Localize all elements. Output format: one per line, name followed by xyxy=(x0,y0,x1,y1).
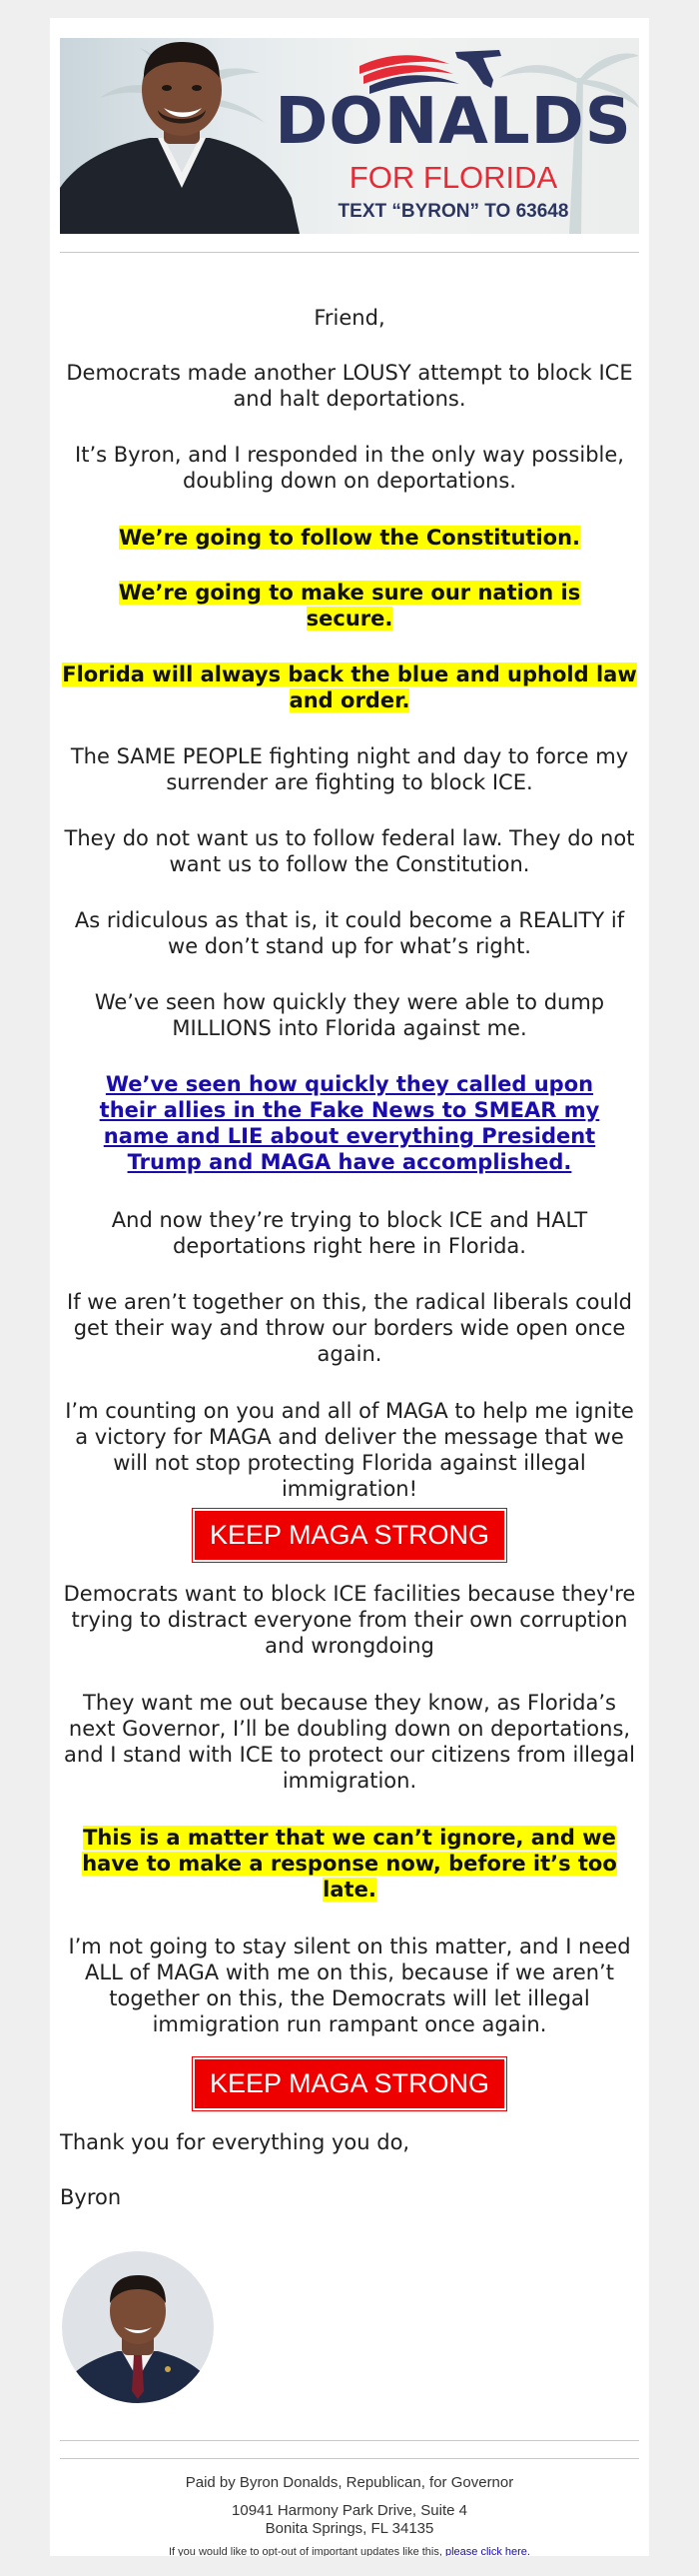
keep-maga-strong-button[interactable]: KEEP MAGA STRONG xyxy=(193,1509,506,1562)
fake-news-link[interactable]: We’ve seen how quickly they called upon their allies in the Fake News to SMEAR my name and LIE about everything President Trump and MAGA have accomplished. xyxy=(99,1072,600,1174)
highlighted-statement xyxy=(62,1825,637,1903)
mailing-address-line: 10941 Harmony Park Drive, Suite 4 xyxy=(232,2502,467,2519)
email-container xyxy=(50,18,649,2556)
text-to-join: TEXT “BYRON” TO 63648 xyxy=(338,201,569,222)
divider xyxy=(60,2458,639,2459)
paragraph: I’m counting on you and all of MAGA to help me ignite a victory for MAGA and deliver the message that we will not stop protecting Florida against illegal immigration! xyxy=(65,1399,634,1501)
keep-maga-strong-button[interactable]: KEEP MAGA STRONG xyxy=(193,2057,506,2110)
paragraph: Democrats made another LOUSY attempt to block ICE and halt deportations. xyxy=(66,361,633,411)
candidate-avatar xyxy=(62,2251,214,2403)
campaign-banner xyxy=(60,38,639,234)
opt-out-text: If you would like to opt-out of important updates like this, xyxy=(169,2546,442,2556)
highlighted-statement xyxy=(62,525,637,551)
paragraph: And now they’re trying to block ICE and HALT deportations right here in Florida. xyxy=(111,1208,588,1258)
signoff: Thank you for everything you do, xyxy=(60,2130,410,2154)
paragraph: As ridiculous as that is, it could become a REALITY if we don’t stand up for what’s right. xyxy=(74,908,625,958)
mailing-address-line: Bonita Springs, FL 34135 xyxy=(265,2520,434,2537)
highlighted-statement xyxy=(58,661,641,713)
paragraph: If we aren’t together on this, the radical liberals could get their way and throw our borders wide open once again. xyxy=(67,1290,632,1366)
link-paragraph xyxy=(80,1071,619,1175)
paragraph: We’ve seen how quickly they were able to dump MILLIONS into Florida against me. xyxy=(94,990,605,1040)
paragraph: They do not want us to follow federal law. They do not want us to follow the Constitution. xyxy=(64,826,635,876)
opt-out-line xyxy=(60,2545,639,2556)
divider xyxy=(60,2440,639,2441)
opt-out-link[interactable]: please click here. xyxy=(441,2546,530,2556)
paragraph: The SAME PEOPLE fighting night and day to force my surrender are fighting to block ICE. xyxy=(70,744,629,794)
signature: Byron xyxy=(60,2185,122,2209)
divider xyxy=(60,252,639,253)
highlight-text: This is a matter that we can’t ignore, and we have to make a response now, before it’s too late. xyxy=(82,1826,617,1902)
paragraph: Democrats want to block ICE facilities because they're trying to distract everyone from their own corruption and wrongdoing xyxy=(63,1582,636,1658)
highlight-text: We’re going to make sure our nation is secure. xyxy=(118,581,581,631)
paragraph: They want me out because they know, as Florida’s next Governor, I’ll be doubling down on deportations, and I stand with ICE to protect our citizens from illegal immigration. xyxy=(64,1691,635,1793)
paragraph: I’m not going to stay silent on this matter, and I need ALL of MAGA with me on this, because if we aren’t together on this, the Democrats will let illegal immigration run rampant once again. xyxy=(68,1934,631,2036)
highlight-text: We’re going to follow the Constitution. xyxy=(118,526,581,550)
highlight-text: Florida will always back the blue and uphold law and order. xyxy=(62,662,637,712)
greeting: Friend, xyxy=(314,306,385,330)
brand-name: DONALDS xyxy=(275,85,632,159)
highlighted-statement xyxy=(100,580,599,632)
paid-for-by: Paid by Byron Donalds, Republican, for Governor xyxy=(185,2474,514,2491)
brand-subtitle: FOR FLORIDA xyxy=(349,160,558,195)
paragraph: It’s Byron, and I responded in the only way possible, doubling down on deportations. xyxy=(75,443,624,493)
